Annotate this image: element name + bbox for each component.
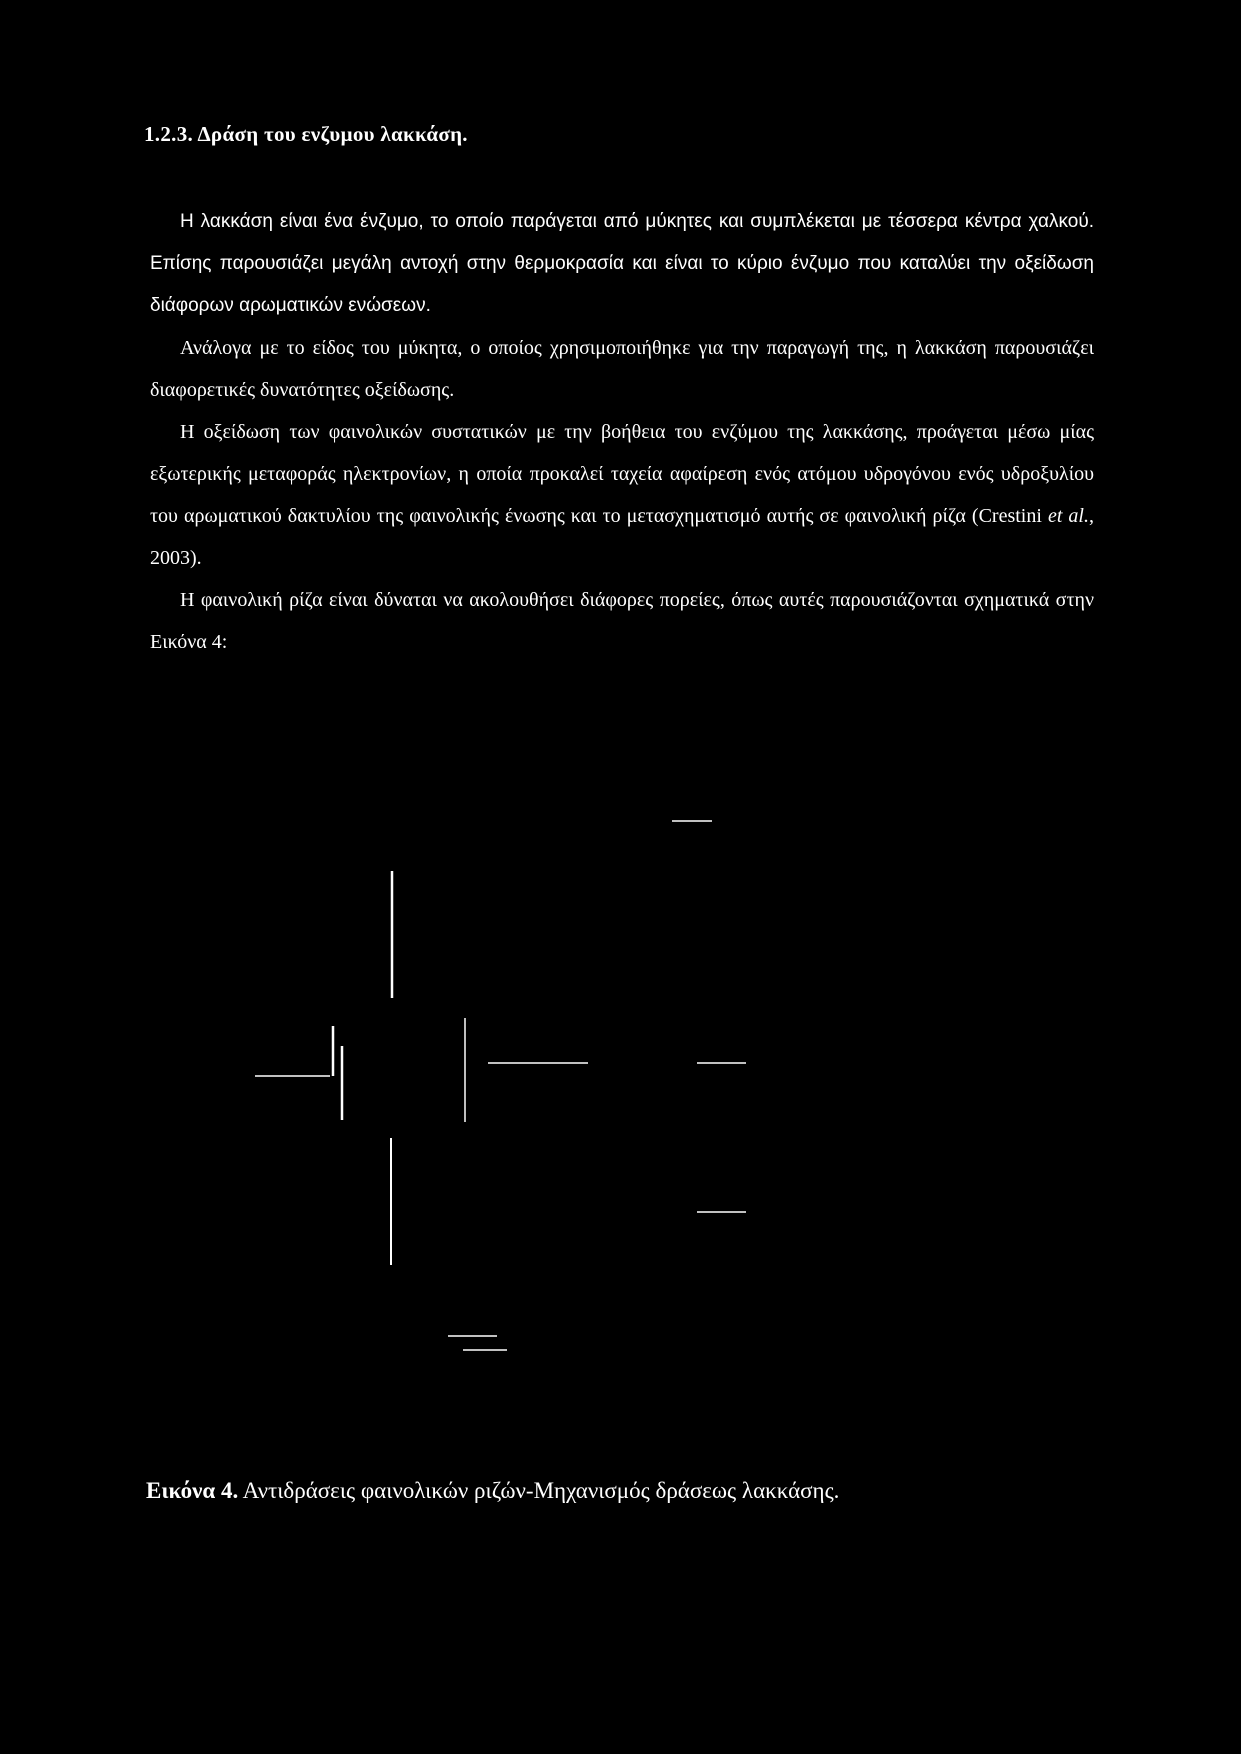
caption-text: Αντιδράσεις φαινολικών ριζών-Μηχανισμός δράσεως λακκάσης. — [238, 1478, 840, 1503]
paragraph-3-italic: et al. — [1047, 505, 1089, 527]
paragraph-4: Η φαινολική ρίζα είναι δύναται να ακολουθήσει διάφορες πορείες, όπως αυτές παρουσιάζονται σχηματικά στην Εικόνα 4: — [150, 589, 1094, 653]
caption-label: Εικόνα 4. — [146, 1478, 239, 1503]
paragraph-1: Η λακκάση είναι ένα ένζυμο, το οποίο παράγεται από μύκητες και συμπλέκεται με τέσσερα κέντρα χαλκού. Επίσης παρουσιάζει μεγάλη αντοχή στην θερμοκρασία και είναι το κύριο ένζυμο που καταλύει την οξείδωση διάφορων αρωματικών ενώσεων. — [150, 211, 1094, 316]
paragraph-3-end: , 2003). — [150, 505, 1094, 569]
body-text — [150, 201, 1094, 663]
paragraph-2: Ανάλογα με το είδος του μύκητα, ο οποίος χρησιμοποιήθηκε για την παραγωγή της, η λακκάση παρουσιάζει διαφορετικές δυνατότητες οξείδωσης. — [150, 337, 1094, 401]
figure-caption — [146, 1478, 839, 1504]
paragraph-3-text: Η οξείδωση των φαινολικών συστατικών με την βοήθεια του ενζύμου της λακκάσης, προάγεται μέσω μίας εξωτερικής μεταφοράς ηλεκτρονίων, η οποία προκαλεί ταχεία αφαίρεση ενός ατόμου υδρογόνου ενός υδροξυλίου του αρωματικού δακτυλίου της φαινολικής ένωσης και το μετασχηματισμό αυτής σε φαινολική ρίζα (Crestini — [150, 421, 1094, 527]
section-heading: 1.2.3. Δράση του ενζυμου λακκάση. — [144, 122, 468, 146]
paragraph-3 — [150, 411, 1094, 579]
